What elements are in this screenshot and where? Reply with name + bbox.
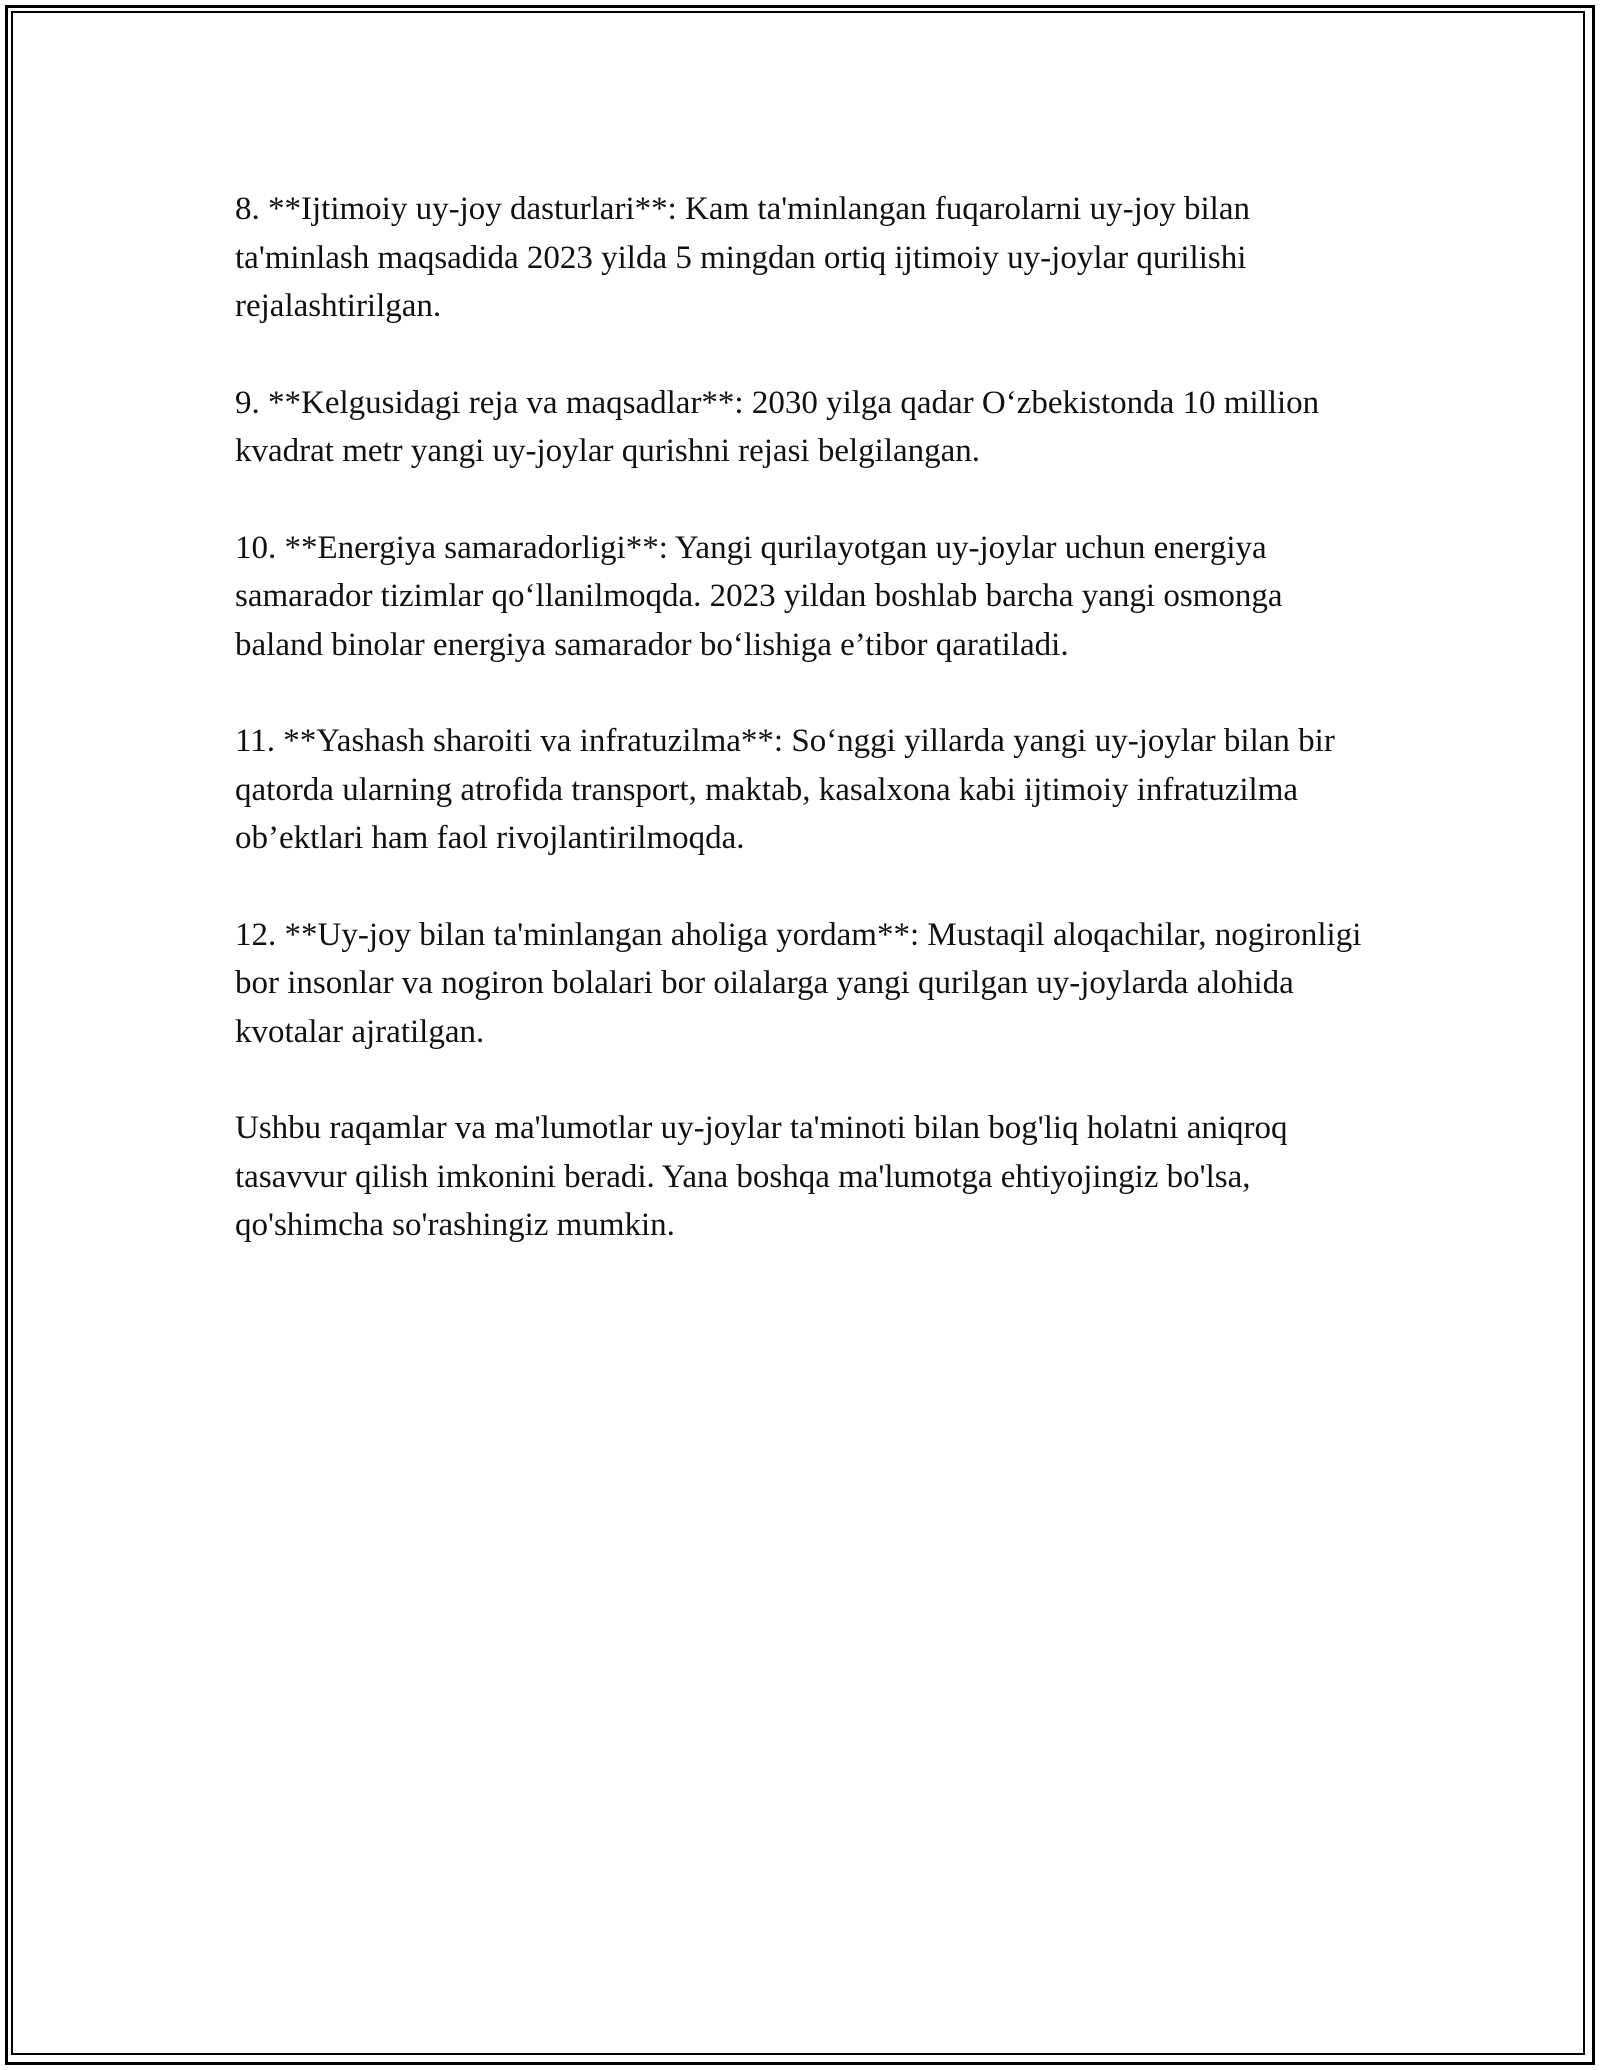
closing-paragraph: Ushbu raqamlar va ma'lumotlar uy-joylar ta'minoti bilan bog'liq holatni aniqroq tasavvur qilish imkonini beradi. Yana boshqa ma'lumotga ehtiyojingiz bo'lsa, qo'shimcha so'rashingiz mumkin. xyxy=(235,1110,1288,1243)
paragraph-item-8: 8. **Ijtimoiy uy-joy dasturlari**: Kam ta'minlangan fuqarolarni uy-joy bilan ta'minlash maqsadida 2023 yilda 5 mingdan ortiq ijtimoiy uy-joylar qurilishi rejalashtirilgan. xyxy=(235,191,1250,324)
paragraph-item-10: 10. **Energiya samaradorligi**: Yangi qurilayotgan uy-joylar uchun energiya samarador tizimlar qo‘llanilmoqda. 2023 yildan boshlab barcha yangi osmonga baland binolar energiya samarador bo‘lishiga e’tibor qaratiladi. xyxy=(235,529,1283,663)
paragraph-item-11: 11. **Yashash sharoiti va infratuzilma**: So‘nggi yillarda yangi uy-joylar bilan bir qatorda ularning atrofida transport, maktab, kasalxona kabi ijtimoiy infratuzilma ob’ektlari ham faol rivojlantirilmoqda. xyxy=(235,723,1335,856)
document-body xyxy=(235,185,1375,1298)
paragraph-item-9: 9. **Kelgusidagi reja va maqsadlar**: 2030 yilga qadar O‘zbekistonda 10 million kvadrat metr yangi uy-joylar qurishni rejasi belgilangan. xyxy=(235,384,1320,469)
paragraph-item-12: 12. **Uy-joy bilan ta'minlangan aholiga yordam**: Mustaqil aloqachilar, nogironligi bor insonlar va nogiron bolalari bor oilalarga yangi qurilgan uy-joylarda alohida kvotalar ajratilgan. xyxy=(235,916,1362,1050)
